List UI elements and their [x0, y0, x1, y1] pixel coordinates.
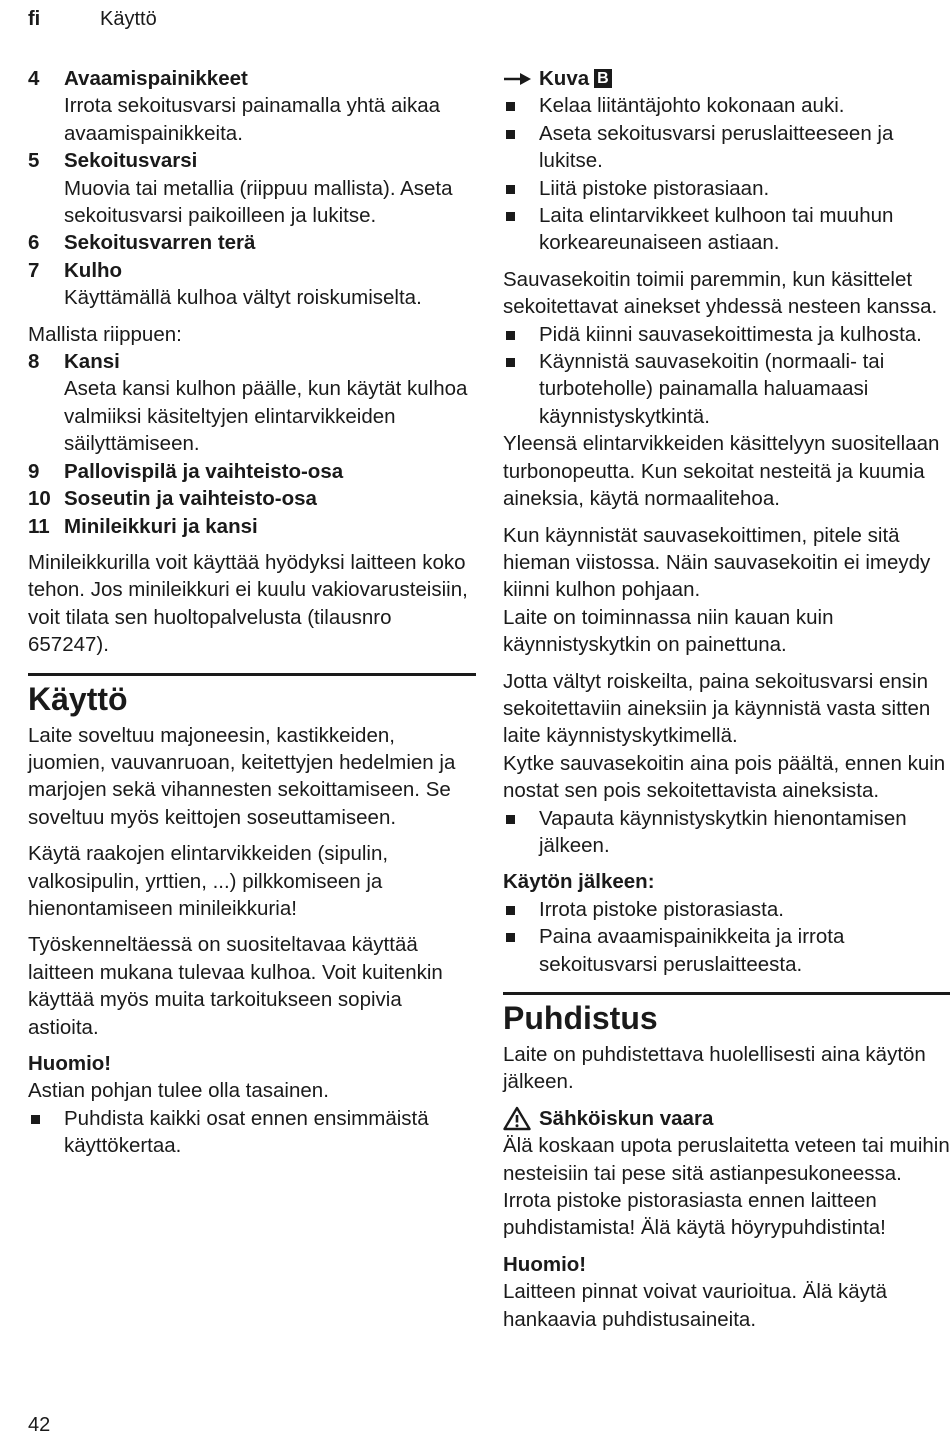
- part-number: 8: [28, 350, 40, 374]
- part-number: 6: [28, 231, 40, 255]
- part-number: 7: [28, 258, 40, 282]
- part-title: Sekoitusvarsi: [64, 149, 198, 173]
- list-item-text: Aseta sekoitusvarsi peruslaitteeseen ja lukitse.: [539, 121, 894, 173]
- usage-paragraph: Laite on toiminnassa niin kauan kuin käynnistyskytkin on painettuna.: [503, 605, 834, 657]
- part-title: Avaamispainikkeet: [64, 67, 248, 90]
- square-bullet-icon: [503, 348, 539, 430]
- part-item: [28, 485, 476, 512]
- square-bullet-icon: [503, 321, 539, 348]
- running-header-title: Käyttö: [100, 8, 157, 30]
- arrow-right-icon: [503, 72, 539, 86]
- list-item: [503, 321, 950, 348]
- list-item-text: Vapauta käynnistyskytkin hienontamisen jälkeen.: [539, 806, 907, 857]
- part-title: Kansi: [64, 350, 120, 374]
- square-bullet-icon: [503, 120, 539, 175]
- list-item-text: Laita elintarvikkeet kulhoon tai muuhun korkeareunaiseen astiaan.: [539, 204, 894, 255]
- part-number: 11: [28, 514, 50, 538]
- square-bullet-icon: [503, 923, 539, 978]
- list-item-text: Paina avaamispainikkeita ja irrota sekoitusvarsi peruslaitteesta.: [539, 925, 845, 976]
- section-heading-cleaning: Puhdistus: [503, 1000, 658, 1036]
- left-column: [28, 65, 476, 1160]
- part-number: 9: [28, 459, 40, 483]
- part-description: Irrota sekoitusvarsi painamalla yhtä aikaa avaamispainikkeita.: [64, 94, 441, 145]
- section-heading-usage: Käyttö: [28, 680, 128, 717]
- square-bullet-icon: [503, 92, 539, 119]
- list-item-text: Kelaa liitäntäjohto kokonaan auki.: [539, 94, 845, 118]
- part-item: [28, 229, 476, 256]
- list-item: [503, 896, 950, 923]
- figure-reference: [503, 65, 950, 92]
- list-item: [503, 175, 950, 202]
- language-code: fi: [28, 8, 41, 30]
- square-bullet-icon: [503, 805, 539, 860]
- list-item: [503, 348, 950, 430]
- usage-paragraph: Käytä raakojen elintarvikkeiden (sipulin, valkosipulin, yrttien, ...) pilkkomiseen ja hienontamiseen minileikkuria!: [28, 842, 389, 920]
- list-item: [503, 120, 950, 175]
- list-item-text: Puhdista kaikki osat ennen ensimmäistä käyttökertaa.: [64, 1106, 429, 1158]
- usage-paragraph: Kun käynnistät sauvasekoittimen, pitele sitä hieman viistossa. Näin sauvasekoitin ei imeydy kiinni kulhon pohjaan.: [503, 523, 931, 602]
- part-item: [28, 257, 476, 312]
- usage-section: [28, 673, 476, 1160]
- right-column: [503, 65, 950, 1333]
- usage-paragraph: Työskenneltäessä on suositeltavaa käyttää laitteen mukana tulevaa kulhoa. Voit kuitenkin käyttää myös muita tarkoitukseen sopivia astioita.: [28, 933, 443, 1039]
- cleaning-section: [503, 992, 950, 1333]
- square-bullet-icon: [28, 1105, 64, 1160]
- usage-paragraph: Kytke sauvasekoitin aina pois päältä, ennen kuin nostat sen pois sekoitettavista aineksista.: [503, 751, 946, 803]
- list-item: [503, 923, 950, 978]
- page-number: 42: [28, 1414, 51, 1436]
- part-description: Käyttämällä kulhoa vältyt roiskumiselta.: [64, 286, 422, 310]
- part-description: Muovia tai metallia (riippuu mallista). Aseta sekoitusvarsi paikoilleen ja lukitse.: [64, 176, 453, 228]
- square-bullet-icon: [503, 202, 539, 257]
- cleaning-paragraph: Laite on puhdistettava huolellisesti aina käytön jälkeen.: [503, 1043, 926, 1094]
- figure-label: Kuva: [539, 67, 590, 90]
- part-title: Kulho: [64, 258, 123, 282]
- list-item-text: Käynnistä sauvasekoitin (normaali- tai turboteholle) painamalla haluamaasi käynnistyskytkintä.: [539, 350, 885, 428]
- part-title: Soseutin ja vaihteisto-osa: [64, 487, 317, 511]
- list-item: [503, 92, 950, 119]
- figure-letter-badge: B: [594, 69, 612, 88]
- part-number: 4: [28, 67, 40, 90]
- model-dependent-label: Mallista riippuen:: [28, 322, 182, 346]
- warning-heading: [503, 1105, 950, 1132]
- part-item: [28, 458, 476, 485]
- part-item: [28, 65, 476, 147]
- list-item: [503, 202, 950, 257]
- list-item-text: Pidä kiinni sauvasekoittimesta ja kulhosta.: [539, 322, 922, 346]
- part-title: Sekoitusvarren terä: [64, 231, 256, 255]
- usage-paragraph: Laite soveltuu majoneesin, kastikkeiden, juomien, vauvanruoan, keitettyjen hedelmien ja marjojen sekä vihannesten sekoittamiseen. Se soveltuu myös keittojen soseuttamiseen.: [28, 723, 456, 829]
- part-title: Pallovispilä ja vaihteisto-osa: [64, 459, 344, 483]
- note-text: Laitteen pinnat voivat vaurioitua. Älä käytä hankaavia puhdistusaineita.: [503, 1280, 888, 1331]
- list-item-text: Liitä pistoke pistorasiaan.: [539, 176, 770, 200]
- list-item-text: Irrota pistoke pistorasiasta.: [539, 897, 784, 921]
- note-label: Huomio!: [503, 1252, 587, 1276]
- part-number: 10: [28, 487, 51, 511]
- part-item: [28, 513, 476, 540]
- part-item: [28, 348, 476, 458]
- list-item: [28, 1105, 476, 1160]
- part-title: Minileikkuri ja kansi: [64, 514, 258, 538]
- part-number: 5: [28, 149, 40, 173]
- part-description: Aseta kansi kulhon päälle, kun käytät kulhoa valmiiksi käsiteltyjen elintarvikkeiden säilyttämiseen.: [64, 377, 468, 456]
- usage-paragraph: Jotta vältyt roiskeilta, paina sekoitusvarsi ensin sekoitettaviin aineksiin ja käynnistä vasta sitten laite käynnistyskytkimellä.: [503, 669, 931, 748]
- usage-paragraph: Yleensä elintarvikkeiden käsittelyyn suositellaan turbonopeutta. Kun sekoitat nesteitä ja kuumia aineksia, käytä normaalitehoa.: [503, 432, 940, 511]
- usage-paragraph: Sauvasekoitin toimii paremmin, kun käsittelet sekoitettavat ainekset yhdessä nesteen kanssa.: [503, 267, 938, 319]
- list-item: [503, 805, 950, 860]
- part-item: [28, 147, 476, 229]
- square-bullet-icon: [503, 896, 539, 923]
- square-bullet-icon: [503, 175, 539, 202]
- warning-triangle-icon: [503, 1106, 531, 1131]
- after-use-label: Käytön jälkeen:: [503, 870, 655, 894]
- note-label: Huomio!: [28, 1052, 112, 1075]
- minicutter-note: Minileikkurilla voit käyttää hyödyksi laitteen koko tehon. Jos minileikkuri ei kuulu vakiovarusteisiin, voit tilata sen huoltopalvelusta (tilausnro 657247).: [28, 550, 468, 657]
- warning-text: Älä koskaan upota peruslaitetta veteen tai muihin nesteisiin tai pese sitä astianpesukoneessa. Irrota pistoke pistorasiasta ennen laitteen puhdistamista! Älä käytä höyrypuhdistinta!: [503, 1134, 950, 1240]
- warning-label: Sähköiskun vaara: [539, 1106, 714, 1130]
- note-text: Astian pohjan tulee olla tasainen.: [28, 1079, 329, 1103]
